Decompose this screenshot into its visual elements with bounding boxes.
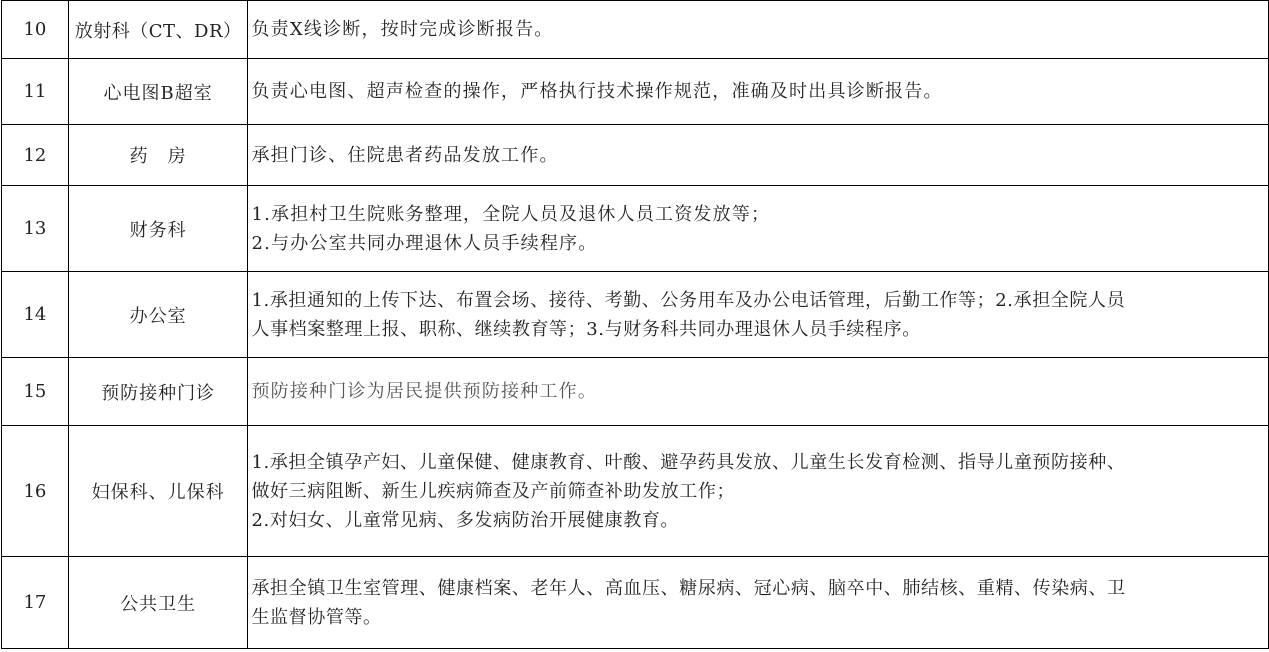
duty-table-container (1, 0, 1269, 649)
row-number: 15 (2, 358, 69, 426)
table-row (2, 272, 1269, 358)
row-number: 16 (2, 426, 69, 557)
department-name: 预防接种门诊 (68, 358, 248, 426)
row-number: 17 (2, 557, 69, 649)
table-row (2, 358, 1269, 426)
description-line: 负责X线诊断，按时完成诊断报告。 (251, 19, 554, 40)
duty-description (248, 426, 1269, 557)
description-line: 1.承担村卫生院账务整理，全院人员及退休人员工资发放等； (251, 203, 771, 225)
table-row (2, 186, 1269, 272)
description-line: 做好三病阻断、新生儿疾病筛查及产前筛查补助发放工作； (251, 480, 736, 502)
table-row (2, 426, 1269, 557)
department-name: 妇保科、儿保科 (68, 426, 248, 557)
table-row (2, 557, 1269, 649)
description-line: 承担全镇卫生室管理、健康档案、老年人、高血压、糖尿病、冠心病、脑卒中、肺结核、重精、传染病、卫 (251, 577, 1126, 599)
row-number: 13 (2, 186, 69, 272)
duty-description (248, 1, 1269, 59)
department-name: 心电图B超室 (68, 59, 248, 125)
description-line: 2.与办公室共同办理退休人员手续程序。 (251, 232, 598, 254)
department-name: 放射科（CT、DR） (68, 1, 248, 59)
description-line: 生监督协管等。 (251, 606, 382, 628)
department-duty-table (1, 0, 1269, 649)
duty-description (248, 125, 1269, 186)
description-line: 1.承担通知的上传下达、布置会场、接待、考勤、公务用车及办公电话管理，后勤工作等；2.承担全院人员 (251, 289, 1126, 311)
duty-description (248, 272, 1269, 358)
department-name: 药 房 (68, 125, 248, 186)
description-line: 预防接种门诊为居民提供预防接种工作。 (251, 381, 598, 402)
table-row (2, 1, 1269, 59)
row-number: 12 (2, 125, 69, 186)
description-line: 承担门诊、住院患者药品发放工作。 (251, 144, 559, 166)
description-line: 2.对妇女、儿童常见病、多发病防治开展健康教育。 (251, 509, 680, 531)
duty-description (248, 59, 1269, 125)
duty-description (248, 358, 1269, 426)
row-number: 10 (2, 1, 69, 59)
row-number: 11 (2, 59, 69, 125)
row-number: 14 (2, 272, 69, 358)
description-line: 人事档案整理上报、职称、继续教育等；3.与财务科共同办理退休人员手续程序。 (251, 318, 921, 340)
department-name: 财务科 (68, 186, 248, 272)
department-name: 公共卫生 (68, 557, 248, 649)
table-row (2, 59, 1269, 125)
duty-description (248, 186, 1269, 272)
duty-description (248, 557, 1269, 649)
table-row (2, 125, 1269, 186)
description-line: 负责心电图、超声检查的操作，严格执行技术操作规范，准确及时出具诊断报告。 (251, 81, 943, 102)
description-line: 1.承担全镇孕产妇、儿童保健、健康教育、叶酸、避孕药具发放、儿童生长发育检测、指导儿童预防接种、 (251, 451, 1126, 473)
department-name: 办公室 (68, 272, 248, 358)
